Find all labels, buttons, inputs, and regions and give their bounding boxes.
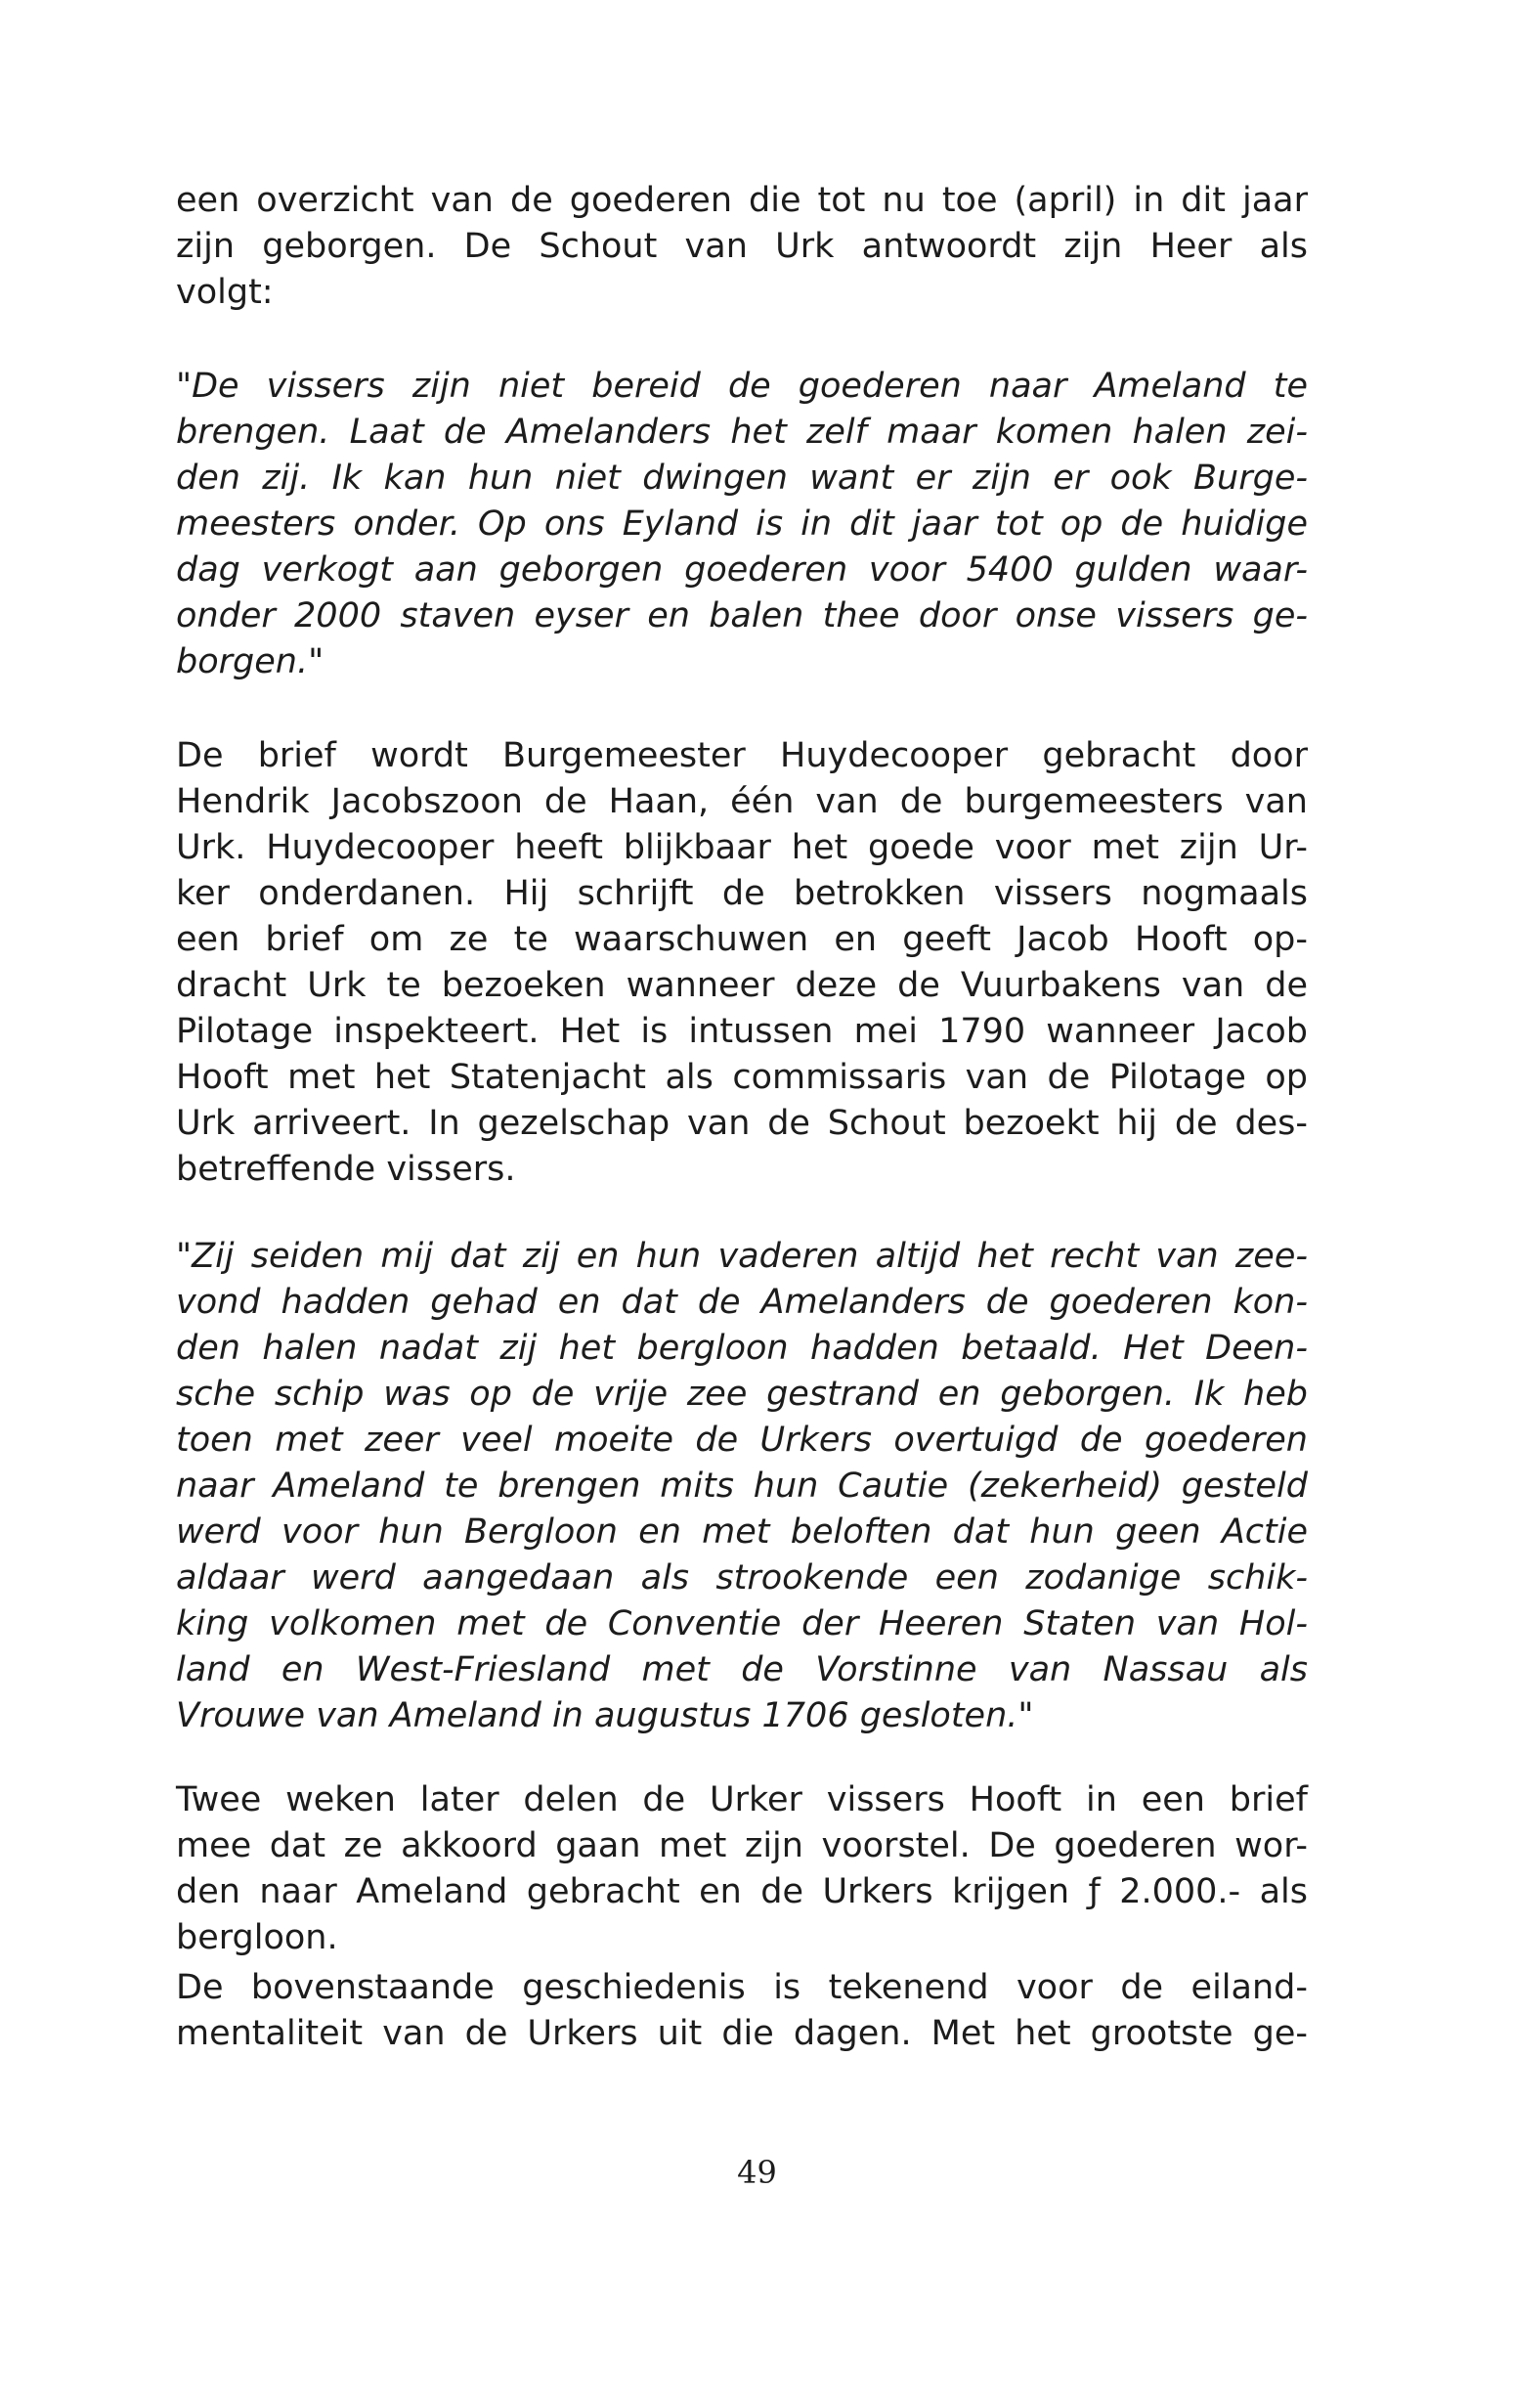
quote-paragraph-1 — [176, 364, 1308, 685]
text-line: vond hadden gehad en dat de Amelanders de goederen kon- — [176, 1283, 1308, 1322]
text-line: een brief om ze te waarschuwen en geeft Jacob Hooft op- — [176, 920, 1308, 959]
quote-paragraph-2 — [176, 1234, 1308, 1739]
text-line: "De vissers zijn niet bereid de goederen naar Ameland te — [176, 367, 1308, 406]
paragraph-4 — [176, 1965, 1308, 2057]
text-line: toen met zeer veel moeite de Urkers overtuigd de goederen — [176, 1421, 1308, 1460]
text-line: den halen nadat zij het bergloon hadden betaald. Het Deen- — [176, 1329, 1308, 1368]
paragraph-1 — [176, 178, 1308, 316]
text-line: dag verkogt aan geborgen goederen voor 5400 gulden waar- — [176, 550, 1308, 590]
paragraph-2 — [176, 733, 1308, 1193]
text-line: mentaliteit van de Urkers uit die dagen. Met het grootste ge- — [176, 2014, 1308, 2053]
text-line: mee dat ze akkoord gaan met zijn voorstel. De goederen wor- — [176, 1826, 1308, 1865]
text-line: "Zij seiden mij dat zij en hun vaderen altijd het recht van zee- — [176, 1237, 1308, 1276]
text-line: king volkomen met de Conventie der Heeren Staten van Hol- — [176, 1604, 1308, 1643]
text-line: naar Ameland te brengen mits hun Cautie (zekerheid) gesteld — [176, 1467, 1308, 1506]
text-line: volgt: — [176, 273, 274, 312]
text-line: den naar Ameland gebracht en de Urkers krijgen ƒ 2.000.- als — [176, 1872, 1308, 1911]
text-line: Urk arriveert. In gezelschap van de Schout bezoekt hij de des- — [176, 1104, 1308, 1143]
text-line: den zij. Ik kan hun niet dwingen want er zijn er ook Burge- — [176, 459, 1308, 498]
text-line: bergloon. — [176, 1918, 338, 1957]
text-line: werd voor hun Bergloon en met beloften dat hun geen Actie — [176, 1512, 1308, 1552]
text-line: een overzicht van de goederen die tot nu toe (april) in dit jaar — [176, 181, 1308, 220]
text-line: borgen." — [176, 642, 324, 681]
text-line: brengen. Laat de Amelanders het zelf maar komen halen zei- — [176, 413, 1308, 452]
text-line: betreffende vissers. — [176, 1150, 516, 1189]
text-line: Urk. Huydecooper heeft blijkbaar het goede voor met zijn Ur- — [176, 828, 1308, 867]
text-line: De bovenstaande geschiedenis is tekenend voor de eiland- — [176, 1968, 1308, 2007]
text-line: zijn geborgen. De Schout van Urk antwoordt zijn Heer als — [176, 227, 1308, 266]
text-line: Twee weken later delen de Urker vissers Hooft in een brief — [176, 1780, 1308, 1819]
text-line: meesters onder. Op ons Eyland is in dit jaar tot op de huidige — [176, 504, 1308, 544]
paragraph-3 — [176, 1777, 1308, 1961]
text-line: De brief wordt Burgemeester Huydecooper gebracht door — [176, 736, 1308, 775]
text-line: onder 2000 staven eyser en balen thee door onse vissers ge- — [176, 596, 1308, 635]
text-line: Pilotage inspekteert. Het is intussen mei 1790 wanneer Jacob — [176, 1012, 1308, 1051]
text-line: sche schip was op de vrije zee gestrand en geborgen. Ik heb — [176, 1375, 1308, 1414]
text-line: aldaar werd aangedaan als strookende een zodanige schik- — [176, 1558, 1308, 1598]
text-line: land en West-Friesland met de Vorstinne van Nassau als — [176, 1650, 1308, 1689]
text-line: Hendrik Jacobszoon de Haan, één van de burgemeesters van — [176, 782, 1308, 821]
page-number: 49 — [737, 2154, 777, 2191]
text-line: Vrouwe van Ameland in augustus 1706 gesloten." — [176, 1696, 1034, 1735]
text-line: ker onderdanen. Hij schrijft de betrokken vissers nogmaals — [176, 874, 1308, 913]
text-line: Hooft met het Statenjacht als commissaris van de Pilotage op — [176, 1058, 1308, 1097]
text-line: dracht Urk te bezoeken wanneer deze de Vuurbakens van de — [176, 966, 1308, 1005]
